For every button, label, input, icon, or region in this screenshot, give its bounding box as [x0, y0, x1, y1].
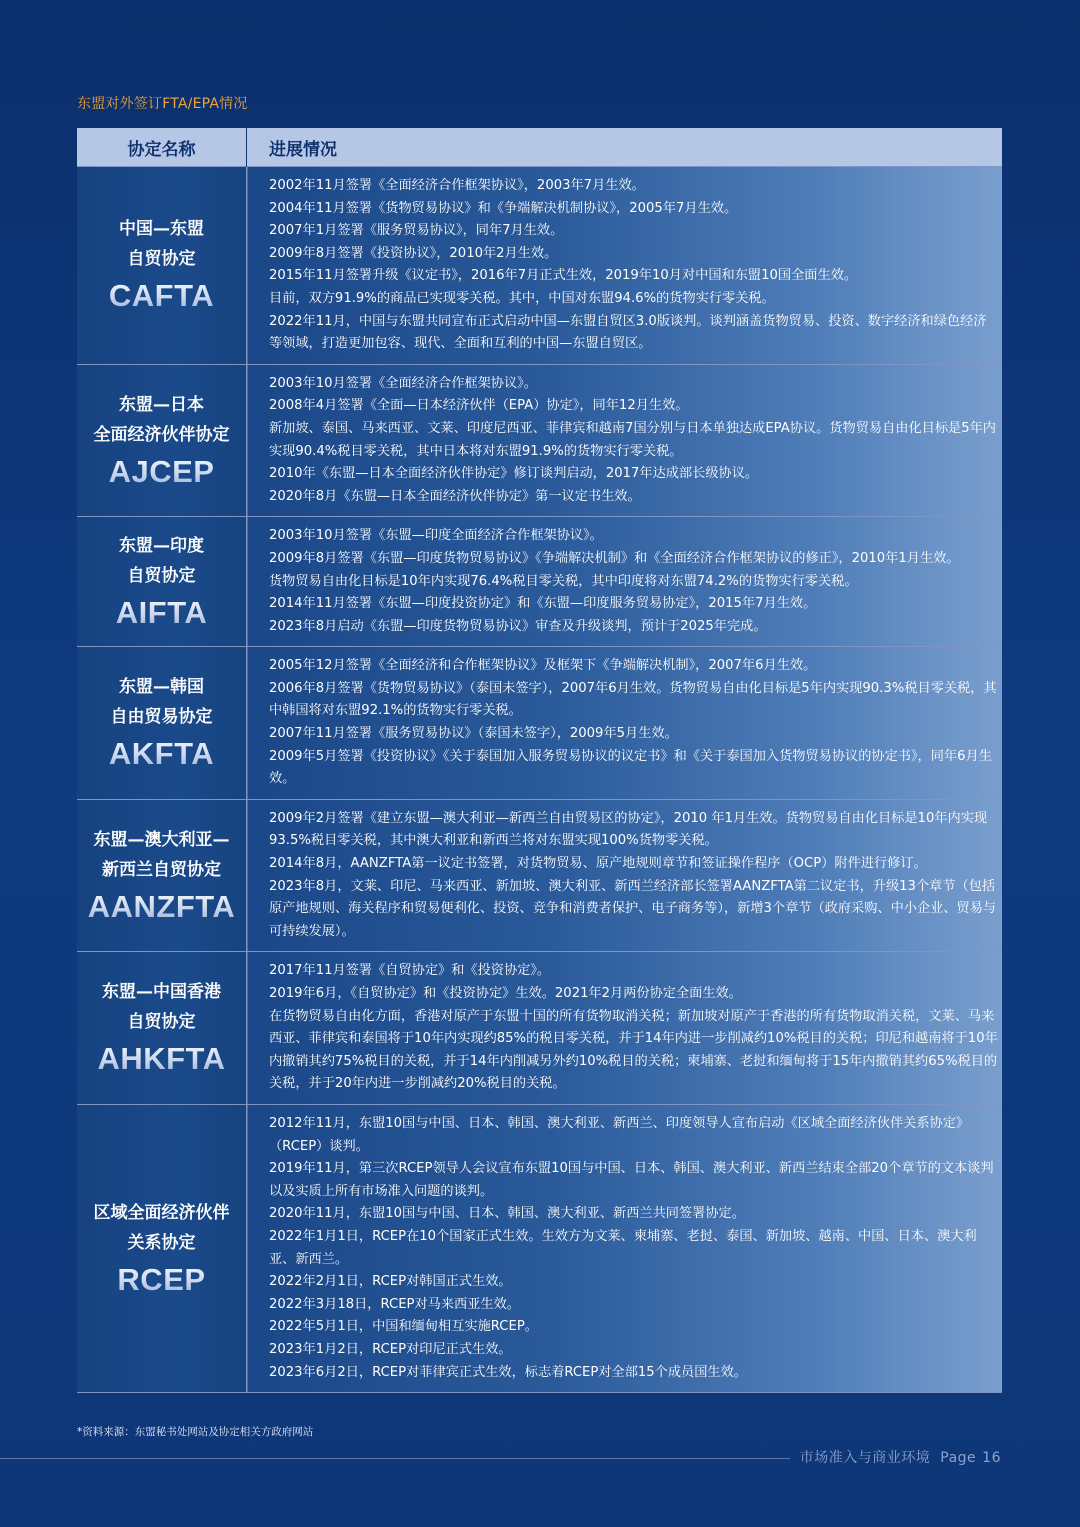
agreement-name-cell: [77, 799, 247, 952]
progress-item: 2012年11月，东盟10国与中国、日本、韩国、澳大利亚、新西兰、印度领导人宣布启动《区域全面经济伙伴关系协定》（RCEP）谈判。: [269, 1115, 970, 1154]
agreement-name-cell: [77, 517, 247, 647]
progress-item: 2007年1月签署《服务贸易协议》，同年7月生效。: [269, 223, 564, 239]
progress-item: 新加坡、泰国、马来西亚、文莱、印度尼西亚、菲律宾和越南7国分别与日本单独达成EPA协议。货物贸易自由化目标是5年内实现90.4%税目零关税，其中日本将对东盟91.9%的货物实行零关税。: [269, 420, 996, 459]
progress-cell: [247, 364, 1003, 517]
progress-item: 2008年4月签署《全面—日本经济伙伴（EPA）协定》，同年12月生效。: [269, 398, 689, 414]
agreement-abbreviation: CAFTA: [77, 276, 246, 316]
agreement-abbreviation: AANZFTA: [77, 887, 246, 927]
agreement-name-line: 全面经济伙伴协定: [93, 424, 230, 445]
progress-item: 2023年6月2日，RCEP对菲律宾正式生效，标志着RCEP对全部15个成员国生效。: [269, 1364, 747, 1380]
agreement-name-cell: [77, 1104, 247, 1392]
table-header-row: [77, 128, 1002, 167]
progress-item: 2019年11月，第三次RCEP领导人会议宣布东盟10国与中国、日本、韩国、澳大利亚、新西兰结束全部20个章节的文本谈判以及实质上所有市场准入问题的谈判。: [269, 1161, 994, 1199]
progress-cell: [247, 647, 1003, 800]
progress-item: 2009年2月签署《建立东盟—澳大利亚—新西兰自由贸易区的协定》，2010 年1月生效。货物贸易自由化目标是10年内实现93.5%税目零关税，其中澳大利亚和新西兰将对东盟实现100%货物零关税。: [269, 810, 988, 849]
progress-cell: [247, 167, 1003, 365]
footer-page-number: 16: [982, 1450, 1001, 1466]
progress-item: 在货物贸易自由化方面，香港对原产于东盟十国的所有货物取消关税；新加坡对原产于香港的所有货物取消关税，文莱、马来西亚、菲律宾和泰国将于10年内实现约85%的税目零关税，并于14年内进一步削减约10%税目的关税；印尼和越南将于10年内撤销其约75%税目的关税，并于14年内削减另外约10%税目的关税；柬埔寨、老挝和缅甸将于15年内撤销其约65%税目的关税，并于20年内进一步削减约20%税目的关税。: [269, 1008, 998, 1092]
table-row: [77, 167, 1002, 365]
progress-item: 2010年《东盟—日本全面经济伙伴协定》修订谈判启动，2017年达成部长级协议。: [269, 466, 759, 482]
progress-item: 2023年8月启动《东盟—印度货物贸易协议》审查及升级谈判，预计于2025年完成。: [269, 618, 767, 634]
agreement-name-line: 中国—东盟: [119, 219, 204, 240]
progress-cell: [247, 952, 1003, 1105]
progress-item: 2022年2月1日，RCEP对韩国正式生效。: [269, 1274, 512, 1290]
header-progress: 进展情况: [247, 128, 1003, 167]
progress-item: 2009年8月签署《投资协议》，2010年2月生效。: [269, 245, 558, 261]
agreement-name-line: 东盟—韩国: [119, 677, 204, 698]
progress-item: 2017年11月签署《自贸协定》和《投资协定》。: [269, 963, 551, 979]
progress-item: 2022年5月1日，中国和缅甸相互实施RCEP。: [269, 1319, 538, 1335]
table-row: [77, 517, 1002, 647]
footer-page-label: Page: [940, 1450, 977, 1466]
agreement-name-line: 新西兰自贸协定: [102, 859, 221, 880]
progress-item: 货物贸易自由化目标是10年内实现76.4%税目零关税，其中印度将对东盟74.2%的货物实行零关税。: [269, 573, 858, 589]
agreement-name-line: 东盟—日本: [119, 394, 204, 415]
progress-item: 目前，双方91.9%的商品已实现零关税。其中，中国对东盟94.6%的货物实行零关税。: [269, 290, 775, 306]
progress-item: 2007年11月签署《服务贸易协议》（泰国未签字），2009年5月生效。: [269, 726, 678, 742]
table-row: [77, 1104, 1002, 1392]
agreement-name-line: 自贸协定: [127, 249, 196, 270]
progress-item: 2009年5月签署《投资协议》《关于泰国加入服务贸易协议的议定书》和《关于泰国加入货物贸易协议的协定书》，同年6月生效。: [269, 748, 992, 787]
progress-item: 2022年11月，中国与东盟共同宣布正式启动中国—东盟自贸区3.0版谈判。谈判涵盖货物贸易、投资、数字经济和绿色经济等领域，打造更加包容、现代、全面和互利的中国—东盟自贸区。: [269, 313, 987, 352]
agreement-name-line: 自贸协定: [127, 1012, 196, 1033]
progress-item: 2023年8月，文莱、印尼、马来西亚、新加坡、澳大利亚、新西兰经济部长签署AANZFTA第二议定书，升级13个章节（包括原产地规则、海关程序和贸易便利化、投资、竞争和消费者保护、电子商务等），新增3个章节（政府采购、中小企业、贸易与可持续发展）。: [269, 878, 997, 939]
progress-cell: [247, 1104, 1003, 1392]
table-row: [77, 364, 1002, 517]
table-row: [77, 799, 1002, 952]
header-agreement-name: 协定名称: [77, 128, 247, 167]
agreement-name-line: 自贸协定: [127, 565, 196, 586]
progress-item: 2002年11月签署《全面经济合作框架协议》，2003年7月生效。: [269, 178, 645, 193]
progress-item: 2014年11月签署《东盟—印度投资协定》和《东盟—印度服务贸易协定》，2015年7月生效。: [269, 596, 817, 612]
progress-item: 2014年8月，AANZFTA第一议定书签署，对货物贸易、原产地规则章节和签证操作程序（OCP）附件进行修订。: [269, 856, 927, 872]
progress-item: 2006年8月签署《货物贸易协议》（泰国未签字），2007年6月生效。货物贸易自由化目标是5年内实现90.3%税目零关税，其中韩国将对东盟92.1%的货物实行零关税。: [269, 680, 997, 719]
agreement-name-line: 东盟—澳大利亚—: [93, 829, 230, 850]
fta-table: [77, 128, 1002, 1393]
agreement-abbreviation: RCEP: [77, 1260, 246, 1300]
progress-item: 2005年12月签署《全面经济和合作框架协议》及框架下《争端解决机制》，2007年6月生效。: [269, 658, 817, 674]
agreement-name-cell: [77, 167, 247, 365]
progress-item: 2003年10月签署《东盟—印度全面经济合作框架协议》。: [269, 528, 603, 544]
progress-item: 2020年8月《东盟—日本全面经济伙伴协定》第一议定书生效。: [269, 488, 641, 504]
agreement-name-line: 东盟—印度: [119, 535, 204, 556]
progress-item: 2003年10月签署《全面经济合作框架协议》。: [269, 375, 537, 391]
agreement-abbreviation: AHKFTA: [77, 1039, 246, 1079]
agreement-abbreviation: AJCEP: [77, 452, 246, 492]
progress-item: 2022年1月1日，RCEP在10个国家正式生效。生效方为文莱、柬埔寨、老挝、泰国、新加坡、越南、中国、日本、澳大利亚、新西兰。: [269, 1228, 977, 1267]
progress-item: 2023年1月2日，RCEP对印尼正式生效。: [269, 1341, 512, 1357]
agreement-name-cell: [77, 364, 247, 517]
source-footnote: *资料来源：东盟秘书处网站及协定相关方政府网站: [77, 1426, 314, 1438]
table-row: [77, 647, 1002, 800]
agreement-name-line: 区域全面经济伙伴: [93, 1202, 230, 1223]
progress-cell: [247, 517, 1003, 647]
progress-item: 2009年8月签署《东盟—印度货物贸易协议》《争端解决机制》和《全面经济合作框架协议的修正》，2010年1月生效。: [269, 550, 960, 566]
progress-item: 2019年6月，《自贸协定》和《投资协定》生效。2021年2月两份协定全面生效。: [269, 986, 742, 1001]
table-row: [77, 952, 1002, 1105]
agreement-abbreviation: AKFTA: [77, 734, 246, 774]
progress-cell: [247, 799, 1003, 952]
footer-section-title: 市场准入与商业环境: [799, 1450, 931, 1466]
progress-item: 2022年3月18日，RCEP对马来西亚生效。: [269, 1296, 520, 1312]
agreement-name-line: 自由贸易协定: [110, 707, 213, 728]
page-footer: [790, 1447, 1001, 1467]
agreement-abbreviation: AIFTA: [77, 593, 246, 633]
progress-item: 2020年11月，东盟10国与中国、日本、韩国、澳大利亚、新西兰共同签署协定。: [269, 1206, 745, 1222]
agreement-name-line: 东盟—中国香港: [102, 982, 221, 1003]
table-body: [77, 167, 1002, 1393]
agreement-name-cell: [77, 952, 247, 1105]
agreement-name-cell: [77, 647, 247, 800]
progress-item: 2004年11月签署《货物贸易协议》和《争端解决机制协议》，2005年7月生效。: [269, 200, 738, 216]
footer-divider: [0, 1458, 790, 1459]
progress-item: 2015年11月签署升级《议定书》，2016年7月正式生效，2019年10月对中国和东盟10国全面生效。: [269, 268, 857, 284]
agreement-name-line: 关系协定: [127, 1232, 196, 1253]
section-title: 东盟对外签订FTA/EPA情况: [77, 96, 248, 112]
